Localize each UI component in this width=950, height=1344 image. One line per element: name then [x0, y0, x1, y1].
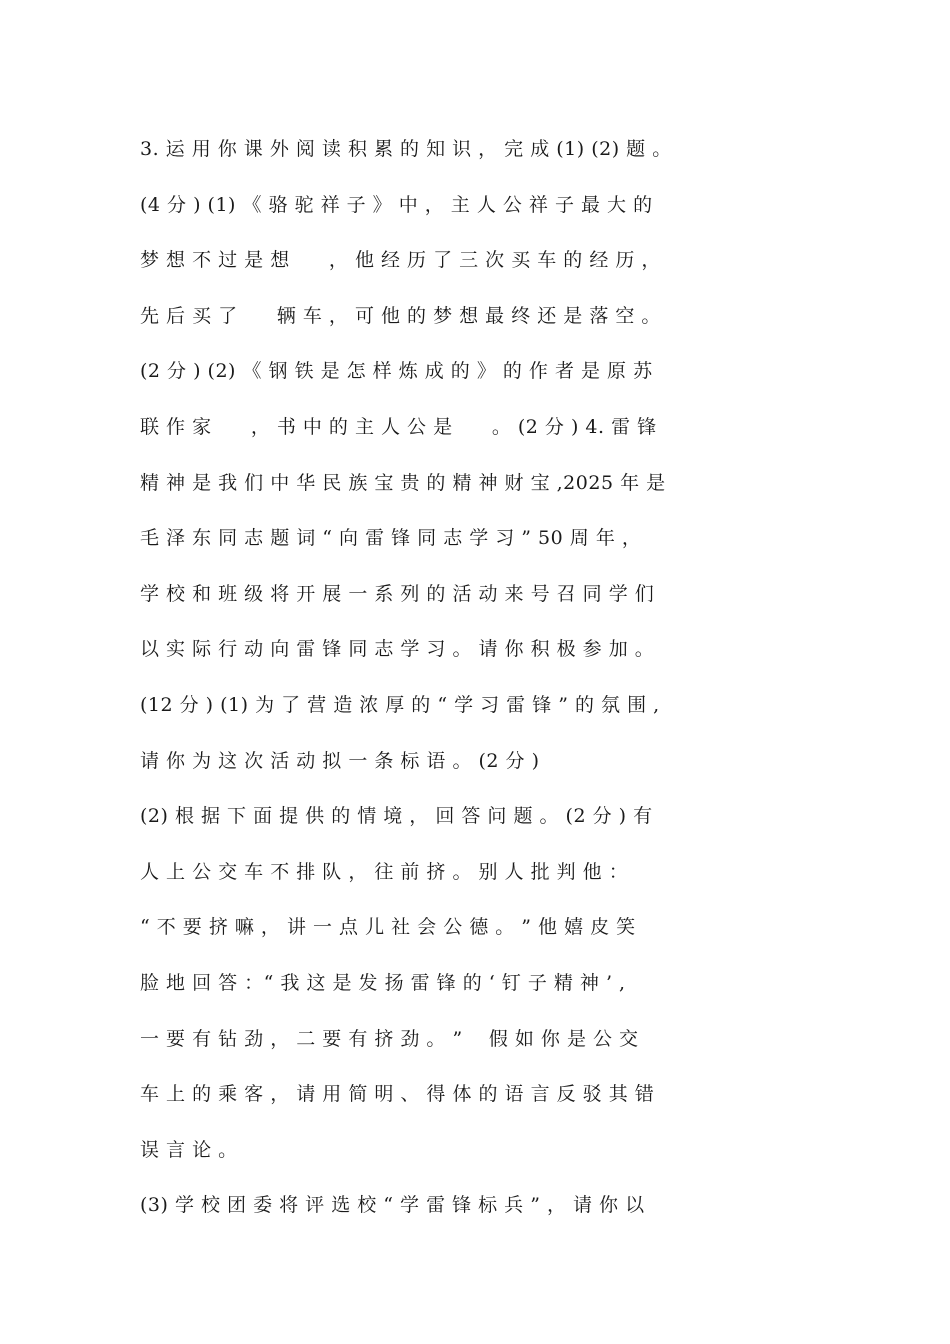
text-line-4: 先 后 买 了 辆 车 ， 可 他 的 梦 想 最 终 还 是 落 空 。 — [140, 304, 661, 327]
text-line-8: 毛 泽 东 同 志 题 词 “ 向 雷 锋 同 志 学 习 ” 50 周 年 ， — [140, 527, 642, 550]
text-line-9: 学 校 和 班 级 将 开 展 一 系 列 的 活 动 来 号 召 同 学 们 — [140, 582, 655, 605]
text-line-5: (2 分 ) (2) 《 钢 铁 是 怎 样 炼 成 的 》 的 作 者 是 原 苏 — [140, 360, 653, 383]
text-line-15: “ 不 要 挤 嘛 ， 讲 一 点 儿 社 会 公 德 。 ” 他 嬉 皮 笑 — [140, 916, 636, 939]
text-line-16: 脸 地 回 答 ：“ 我 这 是 发 扬 雷 锋 的 ‘ 钉 子 精 神 ’ , — [140, 971, 626, 994]
document-body — [140, 122, 812, 1234]
text-line-12: 请 你 为 这 次 活 动 拟 一 条 标 语 。 (2 分 ) — [140, 749, 540, 772]
text-line-11: (12 分 ) (1) 为 了 营 造 浓 厚 的 “ 学 习 雷 锋 ” 的 氛 围 , — [140, 693, 660, 716]
text-line-20: (3) 学 校 团 委 将 评 选 校 “ 学 雷 锋 标 兵 ” ， 请 你 以 — [140, 1194, 645, 1217]
text-line-1: 3. 运 用 你 课 外 阅 读 积 累 的 知 识 ， 完 成 (1) (2) 题 。 — [140, 138, 672, 160]
text-line-6: 联 作 家 ， 书 中 的 主 人 公 是 。 (2 分 ) 4. 雷 锋 — [140, 415, 657, 438]
text-line-13: (2) 根 据 下 面 提 供 的 情 境 ， 回 答 问 题 。 (2 分 ) 有 — [140, 805, 653, 828]
text-line-19: 误 言 论 。 — [140, 1138, 238, 1161]
text-line-14: 人 上 公 交 车 不 排 队 ， 往 前 挤 。 别 人 批 判 他 ： — [140, 860, 629, 883]
text-line-7: 精 神 是 我 们 中 华 民 族 宝 贵 的 精 神 财 宝 ,2025 年 是 — [140, 471, 666, 494]
text-line-2: (4 分 ) (1) 《 骆 驼 祥 子 》 中 ， 主 人 公 祥 子 最 大 的 — [140, 193, 653, 216]
text-line-3: 梦 想 不 过 是 想 ， 他 经 历 了 三 次 买 车 的 经 历 ， — [140, 249, 661, 272]
text-line-18: 车 上 的 乘 客 ， 请 用 简 明 、 得 体 的 语 言 反 驳 其 错 — [140, 1083, 655, 1106]
text-line-10: 以 实 际 行 动 向 雷 锋 同 志 学 习 。 请 你 积 极 参 加 。 — [140, 638, 655, 661]
text-line-17: 一 要 有 钻 劲 ， 二 要 有 挤 劲 。 ” 假 如 你 是 公 交 — [140, 1027, 639, 1050]
